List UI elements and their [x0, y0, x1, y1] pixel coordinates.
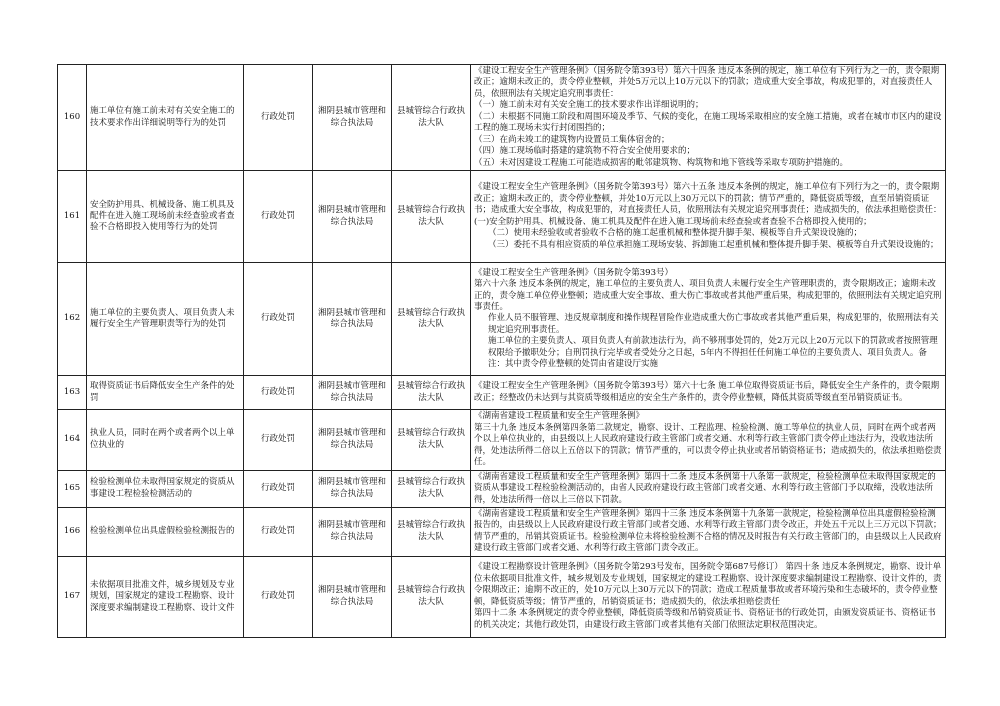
basis-paragraph: 《湖南省建设工程质量和安全生产管理条例》第四十三条 违反本条例第十九条第一款规定，检验检测单位出具虚假检验检测报告的，由县级以上人民政府建设行政主管部门或者交通、水利等行政主管部门责令改正，并处五千元以上三万元以下罚款；情节严重的，吊销其资质证书。检验检测单位未将检验检测不合格的情况及时报告有关行政主管部门的，由县级以上人民政府建设行政主管部门或者交通、水利等行政主管部门责令改正。 — [474, 508, 942, 554]
row-number: 167 — [58, 556, 87, 637]
row-number: 162 — [58, 263, 87, 376]
item-type: 行政处罚 — [244, 263, 313, 376]
responsible-department: 湘阴县城市管理和综合执法局 — [313, 507, 392, 556]
item-type: 行政处罚 — [244, 376, 313, 410]
basis-paragraph: （三）委托不具有相应资质的单位承担施工现场安装、拆卸施工起重机械和整体提升脚手架、模板等自升式架设设施的； — [488, 239, 939, 250]
executing-unit: 县城管综合行政执法大队 — [392, 470, 471, 507]
row-number: 160 — [58, 65, 87, 171]
item-type: 行政处罚 — [244, 65, 313, 171]
responsible-department: 湘阴县城市管理和综合执法局 — [313, 556, 392, 637]
basis-paragraph: （二）未根据不同施工阶段和周围环境及季节、气候的变化，在施工现场采取相应的安全施工措施，或者在城市市区内的建设工程的施工现场未实行封闭围挡的； — [474, 111, 942, 134]
table-row — [58, 263, 946, 376]
basis-paragraph: 《建设工程安全生产管理条例》（国务院令第393号）第六十四条 违反本条例的规定，施工单位有下列行为之一的，责令限期改正；逾期未改正的，责令停业整顿，并处5万元以上10万元以下的罚款；造成重大安全事故，构成犯罪的，对直接责任人员，依照刑法有关规定追究刑事责任： — [474, 66, 940, 99]
table-row — [58, 556, 946, 637]
item-name: 安全防护用具、机械设备、施工机具及配件在进入施工现场前未经查验或者查验不合格即投入使用等行为的处罚 — [87, 171, 244, 263]
basis-paragraph: 《建设工程勘察设计管理条例》（国务院令第293号发布，国务院令第687号修订） 第四十条 违反本条例规定，勘察、设计单位未依据项目批准文件，城乡规划及专业规划，国家规定的建设工程勘察、设计深度要求编制建设工程勘察、设计文件的，责令限期改正；逾期不改正的，处10万元以上30万元以下的罚款；造成工程质量事故或者环境污染和生态破坏的，责令停业整顿，降低资质等级；情节严重的，吊销资质证书；造成损失的，依法承担赔偿责任 — [474, 562, 942, 607]
basis-paragraph: 作业人员不服管理、违反规章制度和操作规程冒险作业造成重大伤亡事故或者其他严重后果，构成犯罪的，依照刑法有关规定追究刑事责任。 — [488, 313, 939, 335]
item-name: 施工单位有施工前未对有关安全施工的技术要求作出详细说明等行为的处罚 — [87, 65, 244, 171]
basis-paragraph: (一)安全防护用具、机械设备、施工机具及配件在进入施工现场前未经查验或者查验不合格即投入使用的； — [474, 216, 872, 227]
legal-basis — [471, 410, 946, 470]
executing-unit: 县城管综合行政执法大队 — [392, 65, 471, 171]
executing-unit: 县城管综合行政执法大队 — [392, 376, 471, 410]
item-type: 行政处罚 — [244, 410, 313, 470]
responsible-department: 湘阴县城市管理和综合执法局 — [313, 470, 392, 507]
item-type: 行政处罚 — [244, 507, 313, 556]
legal-basis — [471, 263, 946, 376]
item-name: 执业人员，同时在两个或者两个以上单位执业的 — [87, 410, 244, 470]
basis-paragraph: 《建设工程安全生产管理条例》（国务院令第393号） — [474, 267, 673, 278]
item-name: 取得资质证书后降低安全生产条件的处罚 — [87, 376, 244, 410]
table-row — [58, 376, 946, 410]
item-name: 未依据项目批准文件，城乡规划及专业规划，国家规定的建设工程勘察、设计深度要求编制建设工程勘察、设计文件 — [87, 556, 244, 637]
item-name: 施工单位的主要负责人、项目负责人未履行安全生产管理职责等行为的处罚 — [87, 263, 244, 376]
executing-unit: 县城管综合行政执法大队 — [392, 556, 471, 637]
table-row — [58, 171, 946, 263]
row-number: 164 — [58, 410, 87, 470]
responsible-department: 湘阴县城市管理和综合执法局 — [313, 263, 392, 376]
executing-unit: 县城管综合行政执法大队 — [392, 263, 471, 376]
responsible-department: 湘阴县城市管理和综合执法局 — [313, 65, 392, 171]
table-row — [58, 470, 946, 507]
basis-paragraph: （二）使用未经验收或者验收不合格的施工起重机械和整体提升脚手架、模板等自升式架设设施的； — [488, 228, 863, 239]
legal-basis — [471, 171, 946, 263]
basis-paragraph: 第三十九条 违反本条例第四条第二款规定，勘察、设计、工程监理、检验检测、施工等单位的执业人员，同时在两个或者两个以上单位执业的，由县级以上人民政府建设行政主管部门或者交通、水利等行政主管部门责令停止违法行为，没收违法所得，处违法所得二倍以上五倍以下的罚款；情节严重的，可以责令停止执业或者吊销资格证书；造成损失的，依法承担赔偿责任。 — [474, 422, 942, 468]
basis-paragraph: 第六十六条 违反本条例的规定，施工单位的主要负责人、项目负责人未履行安全生产管理职责的，责令限期改正；逾期未改正的，责令施工单位停业整顿；造成重大安全事故、重大伤亡事故或者其他严重后果，构成犯罪的，依照刑法有关规定追究刑事责任。 — [474, 279, 942, 313]
legal-basis — [471, 556, 946, 637]
table-row — [58, 410, 946, 470]
item-name: 检验检测单位出具虚假检验检测报告的 — [87, 507, 244, 556]
penalty-table — [57, 64, 946, 638]
basis-paragraph: 《湖南省建设工程质量和安全生产管理条例》 — [474, 411, 645, 422]
responsible-department: 湘阴县城市管理和综合执法局 — [313, 171, 392, 263]
basis-paragraph: （四）施工现场临时搭建的建筑物不符合安全使用要求的； — [474, 146, 696, 157]
executing-unit: 县城管综合行政执法大队 — [392, 410, 471, 470]
row-number: 163 — [58, 376, 87, 410]
item-type: 行政处罚 — [244, 556, 313, 637]
item-type: 行政处罚 — [244, 171, 313, 263]
executing-unit: 县城管综合行政执法大队 — [392, 171, 471, 263]
basis-paragraph: 《湖南省建设工程质量和安全生产管理条例》第四十二条 违反本条例第十八条第一款规定，检验检测单位未取得国家规定的资质从事建设工程检验检测活动的，由省人民政府建设行政主管部门或者交通、水利等行政主管部门予以取缔，没收违法所得，处违法所得一倍以上三倍以下罚款。 — [474, 471, 936, 505]
row-number: 165 — [58, 470, 87, 507]
item-type: 行政处罚 — [244, 470, 313, 507]
legal-basis — [471, 376, 946, 410]
item-name: 检验检测单位未取得国家规定的资质从事建设工程检验检测活动的 — [87, 470, 244, 507]
legal-basis — [471, 65, 946, 171]
basis-paragraph: （五）未对因建设工程施工可能造成损害的毗邻建筑物、构筑物和地下管线等采取专项防护措施的。 — [474, 157, 849, 168]
basis-paragraph: 施工单位的主要负责人、项目负责人有前款违法行为，尚不够刑事处罚的，处2万元以上20万元以下的罚款或者按照管理权限给予撤职处分；自刑罚执行完毕或者受处分之日起，5年内不得担任任何施工单位的主要负责人、项目负责人。备注：其中责令停业整顿的处罚由省建设厅实施 — [488, 336, 938, 370]
responsible-department: 湘阴县城市管理和综合执法局 — [313, 410, 392, 470]
legal-basis — [471, 507, 946, 556]
basis-paragraph: （三）在尚未竣工的建筑物内设置员工集体宿舍的； — [474, 134, 670, 145]
basis-paragraph: 《建设工程安全生产管理条例》（国务院令第393号）第六十五条 违反本条例的规定，施工单位有下列行为之一的，责令限期改正；逾期未改正的，责令停业整顿，并处10万元以上30万元以下的罚款；情节严重的，降低资质等级，直至吊销资质证书；造成重大安全事故，构成犯罪的，对直接责任人员，依照刑法有关规定追究刑事责任；造成损失的，依法承担赔偿责任： — [474, 182, 942, 216]
table-row — [58, 507, 946, 556]
row-number: 166 — [58, 507, 87, 556]
basis-paragraph: 《建设工程安全生产管理条例》（国务院令第393号）第六十七条 施工单位取得资质证书后，降低安全生产条件的，责令限期改正；经整改仍未达到与其资质等级相适应的安全生产条件的，责令停业整顿，降低其资质等级直至吊销资质证书。 — [474, 381, 940, 403]
table-row — [58, 65, 946, 171]
basis-paragraph: 第四十二条 本条例规定的责令停业整顿，降低资质等级和吊销资质证书、资格证书的行政处罚，由颁发资质证书、资格证书的机关决定；其他行政处罚，由建设行政主管部门或者其他有关部门依照法定职权范围决定。 — [474, 608, 936, 630]
basis-paragraph: （一）施工前未对有关安全施工的技术要求作出详细说明的； — [474, 100, 704, 111]
responsible-department: 湘阴县城市管理和综合执法局 — [313, 376, 392, 410]
executing-unit: 县城管综合行政执法大队 — [392, 507, 471, 556]
legal-basis — [471, 470, 946, 507]
row-number: 161 — [58, 171, 87, 263]
